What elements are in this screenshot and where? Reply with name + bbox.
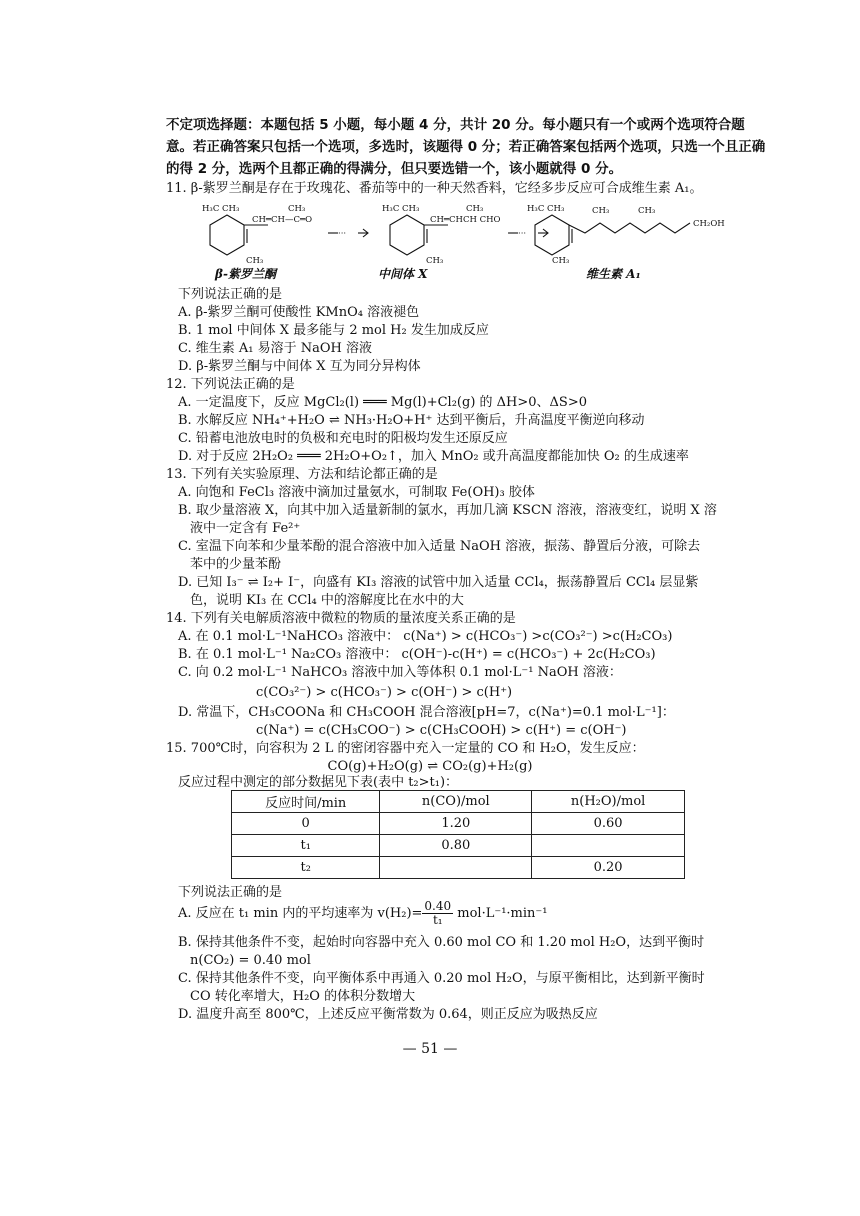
q15-option-a-post: mol·L⁻¹·min⁻¹	[453, 906, 548, 921]
table-header: n(CO)/mol	[380, 791, 532, 813]
q13-option-c: C. 室温下向苯和少量苯酚的混合溶液中加入适量 NaOH 溶液，振荡、静置后分液，可除去	[178, 539, 701, 554]
table-cell	[532, 835, 685, 857]
label-sub2: CH═CHCH CHO	[430, 215, 501, 225]
label-ch3-top1: CH₃	[288, 204, 306, 214]
q14-option-d: D. 常温下，CH₃COONa 和 CH₃COOH 混合溶液[pH=7，c(Na⁺)=0.1 mol·L⁻¹]：	[178, 705, 675, 720]
table-cell: 0.80	[380, 835, 532, 857]
q15-option-a	[178, 900, 547, 928]
q15-option-c: C. 保持其他条件不变，向平衡体系中再通入 0.20 mol H₂O，与原平衡相比，达到新平衡时	[178, 971, 705, 986]
table-header: 反应时间/min	[232, 791, 380, 813]
q11-stem: 11. β-紫罗兰酮是存在于玫瑰花、番茄等中的一种天然香料，它经多步反应可合成维生素 A₁。	[166, 181, 703, 196]
q15-equation: CO(g)+H₂O(g) ⇌ CO₂(g)+H₂(g)	[327, 759, 533, 774]
q15-table-intro: 反应过程中测定的部分数据见下表(表中 t₂>t₁)：	[178, 775, 459, 790]
q12-option-d: D. 对于反应 2H₂O₂ ═══ 2H₂O+O₂↑，加入 MnO₂ 或升高温度都能加快 O₂ 的生成速率	[178, 449, 689, 464]
q13-option-d: D. 已知 I₃⁻ ⇌ I₂+ I⁻，向盛有 KI₃ 溶液的试管中加入适量 CCl₄，振荡静置后 CCl₄ 层显紫	[178, 575, 699, 590]
arrow-dots-2: ···	[518, 229, 527, 239]
label-h3c-ch3-2: H₃C CH₃	[382, 204, 420, 214]
label-ch3-top3: CH₃	[592, 206, 610, 216]
q12-option-b: B. 水解反应 NH₄⁺+H₂O ⇌ NH₃·H₂O+H⁺ 达到平衡后，升高温度平衡逆向移动	[178, 413, 645, 428]
q14-option-c-expr: c(CO₃²⁻) > c(HCO₃⁻) > c(OH⁻) > c(H⁺)	[256, 685, 513, 700]
q15-option-c-cont: CO 转化率增大，H₂O 的体积分数增大	[190, 989, 416, 1004]
q14-option-a: A. 在 0.1 mol·L⁻¹NaHCO₃ 溶液中： c(Na⁺) > c(HCO₃⁻) >c(CO₃²⁻) >c(H₂CO₃)	[178, 629, 673, 644]
table-cell: 0.60	[532, 813, 685, 835]
q13-option-d-cont: 色，说明 KI₃ 在 CCl₄ 中的溶解度比在水中的大	[190, 593, 464, 608]
label-ch2oh: CH₂OH	[693, 219, 725, 229]
q13-stem: 13. 下列有关实验原理、方法和结论都正确的是	[166, 467, 438, 482]
table-cell: 1.20	[380, 813, 532, 835]
caption-vitamin-a1: 维生素 A₁	[586, 267, 641, 281]
q13-option-b: B. 取少量溶液 X，向其中加入适量新制的氯水，再加几滴 KSCN 溶液，溶液变红，说明 X 溶	[178, 503, 717, 518]
table-cell	[380, 857, 532, 879]
q14-option-d-expr: c(Na⁺) = c(CH₃COO⁻) > c(CH₃COOH) > c(H⁺) = c(OH⁻)	[256, 723, 627, 738]
q13-option-a: A. 向饱和 FeCl₃ 溶液中滴加过量氨水，可制取 Fe(OH)₃ 胶体	[178, 485, 535, 500]
q15-option-b-cont: n(CO₂) = 0.40 mol	[190, 953, 311, 968]
table-cell: t₁	[232, 835, 380, 857]
table-cell: 0	[232, 813, 380, 835]
q15-option-b: B. 保持其他条件不变，起始时向容器中充入 0.60 mol CO 和 1.20 mol H₂O，达到平衡时	[178, 935, 705, 950]
q15-option-a-pre: A. 反应在 t₁ min 内的平均速率为 v(H₂)=	[178, 906, 423, 921]
label-ch3-3: CH₃	[552, 256, 570, 266]
q15-prompt: 下列说法正确的是	[178, 885, 283, 900]
label-ch3-2: CH₃	[426, 256, 444, 266]
fraction-numerator: 0.40	[424, 899, 452, 913]
q15-option-d: D. 温度升高至 800℃，上述反应平衡常数为 0.64，则正反应为吸热反应	[178, 1007, 598, 1022]
q14-stem: 14. 下列有关电解质溶液中微粒的物质的量浓度关系正确的是	[166, 611, 516, 626]
label-ch3-top2: CH₃	[466, 204, 484, 214]
table-row	[232, 813, 685, 835]
q11-option-a: A. β-紫罗兰酮可使酸性 KMnO₄ 溶液褪色	[178, 305, 420, 320]
q11-structures	[190, 203, 790, 283]
table-row	[232, 857, 685, 879]
q11-prompt: 下列说法正确的是	[178, 287, 283, 302]
q12-option-a: A. 一定温度下，反应 MgCl₂(l) ═══ Mg(l)+Cl₂(g) 的 ΔH>0、ΔS>0	[178, 395, 587, 410]
table-cell: 0.20	[532, 857, 685, 879]
q14-option-c: C. 向 0.2 mol·L⁻¹ NaHCO₃ 溶液中加入等体积 0.1 mol·L⁻¹ NaOH 溶液：	[178, 665, 622, 680]
q11-option-b: B. 1 mol 中间体 X 最多能与 2 mol H₂ 发生加成反应	[178, 323, 489, 338]
label-h3c-ch3-3: H₃C CH₃	[527, 204, 565, 214]
table-row	[232, 835, 685, 857]
arrow-dots-1: ···	[338, 229, 347, 239]
page-number: — 51 —	[402, 1041, 458, 1057]
label-ch3-1: CH₃	[246, 256, 264, 266]
q11-option-c: C. 维生素 A₁ 易溶于 NaOH 溶液	[178, 341, 372, 356]
q12-stem: 12. 下列说法正确的是	[166, 377, 295, 392]
table-cell: t₂	[232, 857, 380, 879]
fraction	[422, 900, 453, 927]
label-h3c-ch3-1: H₃C CH₃	[202, 204, 240, 214]
q13-option-b-cont: 液中一定含有 Fe²⁺	[190, 521, 301, 536]
reaction-scheme-diagram	[190, 203, 790, 273]
q15-stem: 15. 700℃时，向容积为 2 L 的密闭容器中充入一定量的 CO 和 H₂O，发生反应：	[166, 741, 645, 756]
table-header: n(H₂O)/mol	[532, 791, 685, 813]
section-instructions: 不定项选择题：本题包括 5 小题，每小题 4 分，共计 20 分。每小题只有一个或两个选项符合题意。若正确答案只包括一个选项，多选时，该题得 0 分；若正确答案包括两个选项，只选一个且正确的得 2 分，选两个且都正确的得满分，但只要选错一个，该小题就得 0 分。	[166, 117, 766, 177]
fraction-denominator: t₁	[432, 913, 443, 927]
q13-option-c-cont: 苯中的少量苯酚	[190, 557, 282, 572]
reaction-data-table	[231, 790, 685, 879]
table-header-row	[232, 791, 685, 813]
q12-option-c: C. 铅蓄电池放电时的负极和充电时的阳极均发生还原反应	[178, 431, 508, 446]
q11-option-d: D. β-紫罗兰酮与中间体 X 互为同分异构体	[178, 359, 421, 374]
q14-option-b: B. 在 0.1 mol·L⁻¹ Na₂CO₃ 溶液中： c(OH⁻)-c(H⁺) = c(HCO₃⁻) + 2c(H₂CO₃)	[178, 647, 656, 662]
label-ch3-top4: CH₃	[638, 206, 656, 216]
caption-intermediate-x: 中间体 X	[378, 267, 428, 281]
label-sub1: CH═CH—C═O	[252, 215, 313, 225]
caption-beta-ionone: β-紫罗兰酮	[215, 267, 276, 281]
